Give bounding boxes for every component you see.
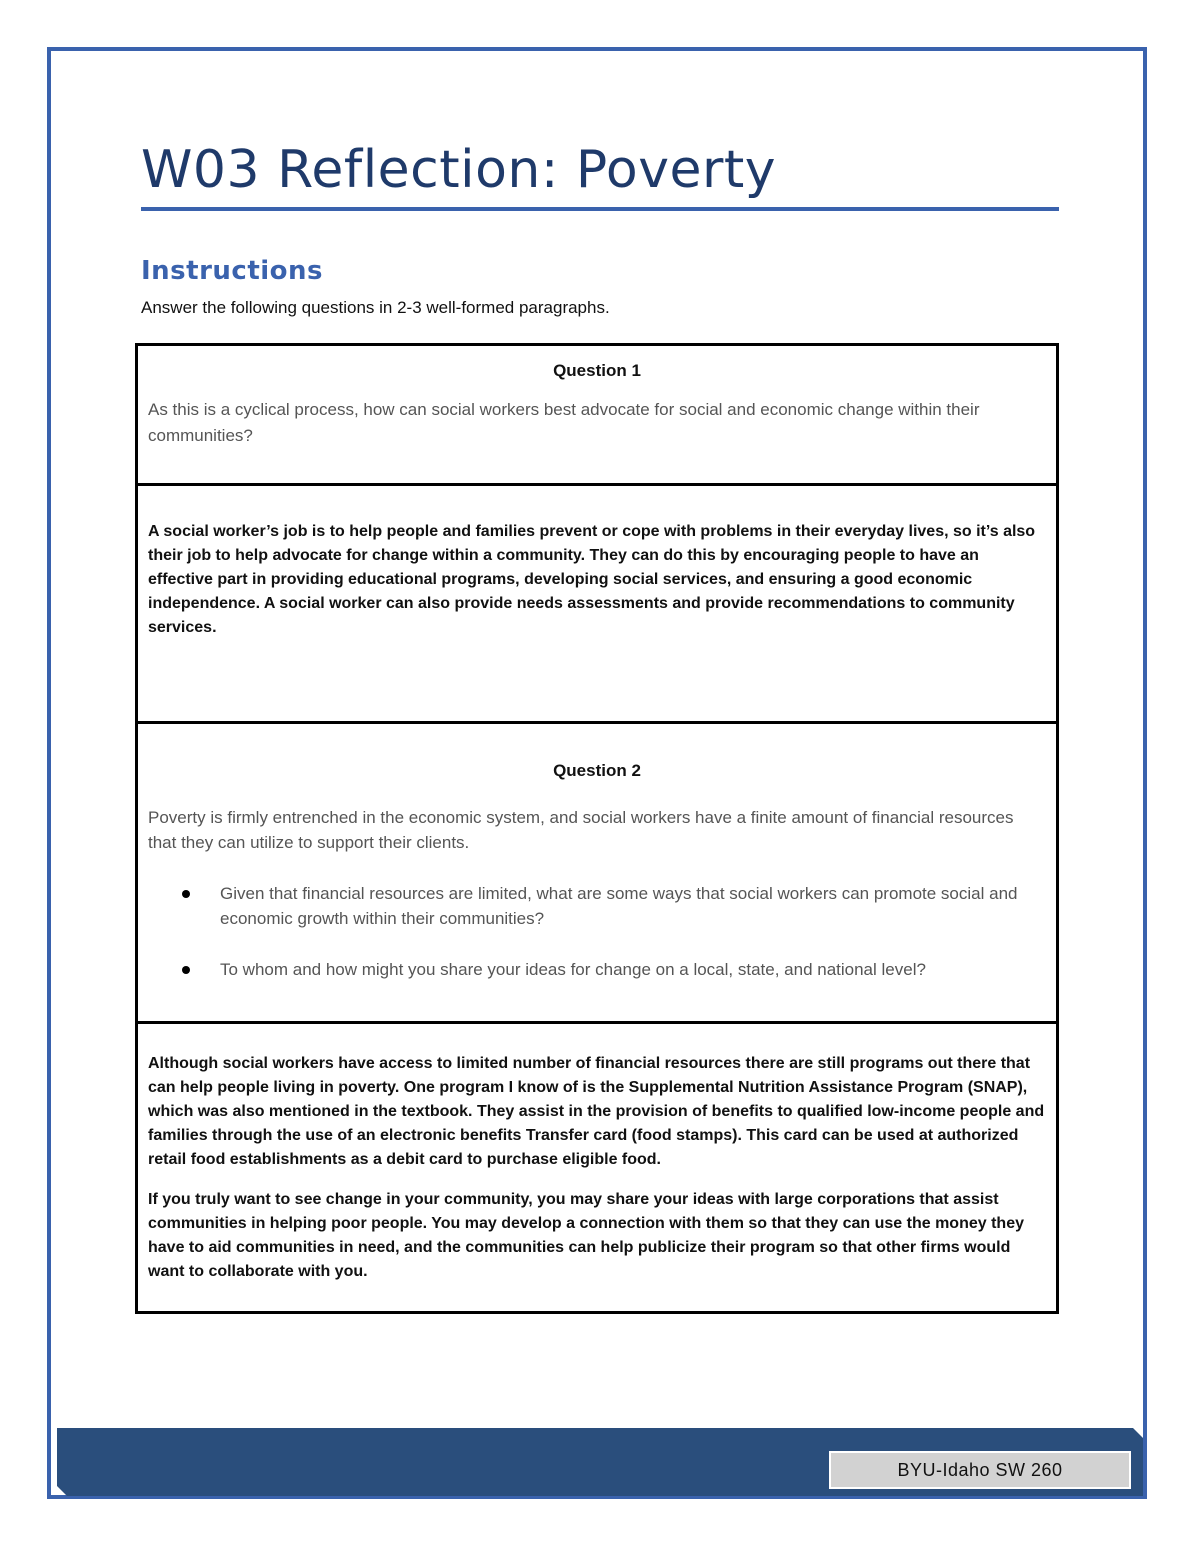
bullet-dot-icon bbox=[182, 966, 190, 974]
list-item bbox=[148, 881, 1046, 931]
question-1-heading: Question 1 bbox=[553, 361, 641, 380]
page-title: W03 Reflection: Poverty bbox=[141, 140, 777, 200]
list-item bbox=[148, 957, 1046, 982]
table-row bbox=[137, 1023, 1058, 1313]
question-answer-table bbox=[135, 343, 1059, 1314]
answer-2-paragraph: If you truly want to see change in your community, you may share your ideas with large corporations that assist communities in helping poor people. You may develop a connection with them so that they can use the money they have to aid communities in need, and the communities can help publicize their program so that other firms would want to collaborate with you. bbox=[148, 1191, 1024, 1280]
question-2-heading: Question 2 bbox=[553, 761, 641, 780]
answer-1-cell bbox=[137, 485, 1058, 723]
question-2-text: Poverty is firmly entrenched in the economic system, and social workers have a finite amount of financial resources that they can utilize to support their clients. bbox=[148, 808, 1014, 852]
question-1-cell bbox=[137, 345, 1058, 485]
question-2-bullet-list bbox=[148, 881, 1046, 982]
title-underline bbox=[141, 207, 1059, 211]
footer-course-label: BYU-Idaho SW 260 bbox=[829, 1451, 1131, 1489]
question-2-cell bbox=[137, 723, 1058, 1023]
answer-1-paragraph: A social worker’s job is to help people and families prevent or cope with problems in their everyday lives, so it’s also their job to help advocate for change within a community. They can do this by encouraging people to have an effective part in providing educational programs, developing social services, and ensuring a good economic independence. A social worker can also provide needs assessments and provide recommendations to community services. bbox=[148, 523, 1036, 636]
question-2-bullet-text: To whom and how might you share your ideas for change on a local, state, and national level? bbox=[220, 960, 926, 979]
table-row bbox=[137, 345, 1058, 485]
table-row bbox=[137, 723, 1058, 1023]
question-1-text: As this is a cyclical process, how can social workers best advocate for social and economic change within their communities? bbox=[148, 400, 980, 445]
instructions-heading: Instructions bbox=[141, 256, 324, 286]
table-row bbox=[137, 485, 1058, 723]
instructions-text: Answer the following questions in 2-3 well-formed paragraphs. bbox=[141, 298, 610, 317]
bullet-dot-icon bbox=[182, 890, 190, 898]
answer-2-paragraph: Although social workers have access to limited number of financial resources there are still programs out there that can help people living in poverty. One program I know of is the Supplemental Nutrition Assistance Program (SNAP), which was also mentioned in the textbook. They assist in the provision of benefits to qualified low-income people and families through the use of an electronic benefits Transfer card (food stamps). This card can be used at authorized retail food establishments as a debit card to purchase eligible food. bbox=[148, 1055, 1045, 1168]
answer-2-cell bbox=[137, 1023, 1058, 1313]
question-2-bullet-text: Given that financial resources are limited, what are some ways that social workers can promote social and economic growth within their communities? bbox=[220, 884, 1018, 928]
